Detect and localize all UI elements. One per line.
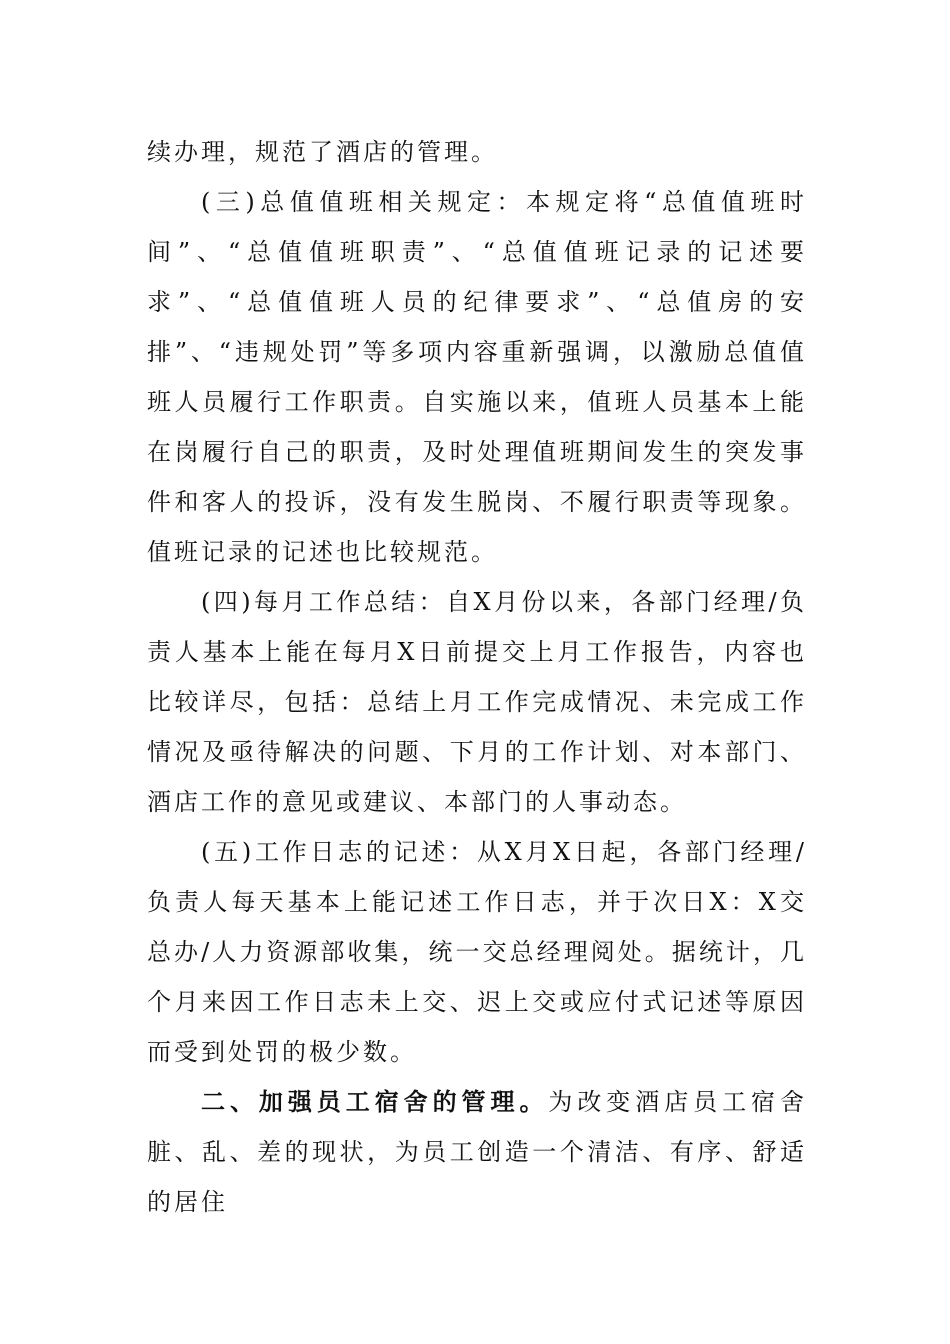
paragraph-dormitory-management [147,1077,807,1227]
paragraph-continuation [147,127,807,177]
document-body [147,127,807,1227]
paragraph-text: (三)总值值班相关规定：本规定将“总值值班时间”、“总值值班职责”、“总值值班记录的记述要求”、“总值值班人员的纪律要求”、“总值房的安排”、“违规处罚”等多项内容重新强调，以激励总值值班人员履行工作职责。自实施以来，值班人员基本上能在岗履行自己的职责，及时处理值班期间发生的突发事件和客人的投诉，没有发生脱岗、不履行职责等现象。值班记录的记述也比较规范。 [147,188,807,566]
paragraph-monthly-summary [147,577,807,827]
paragraph-text: 续办理，规范了酒店的管理。 [147,138,498,166]
paragraph-text: (四)每月工作总结：自X月份以来，各部门经理/负责人基本上能在每月X日前提交上月工作报告，内容也比较详尽，包括：总结上月工作完成情况、未完成工作情况及亟待解决的问题、下月的工作计划、对本部门、酒店工作的意见或建议、本部门的人事动态。 [147,588,807,816]
paragraph-duty-rules [147,177,807,577]
paragraph-text: 为改变酒店员工宿舍脏、乱、差的现状，为员工创造一个清洁、有序、舒适的居住 [147,1088,808,1216]
paragraph-text: (五)工作日志的记述：从X月X日起，各部门经理/负责人每天基本上能记述工作日志，并于次日X：X交总办/人力资源部收集，统一交总经理阅处。据统计，几个月来因工作日志未上交、迟上交或应付式记述等原因而受到处罚的极少数。 [147,838,807,1066]
paragraph-work-log [147,827,807,1077]
section-heading: 二、加强员工宿舍的管理。 [201,1087,549,1116]
